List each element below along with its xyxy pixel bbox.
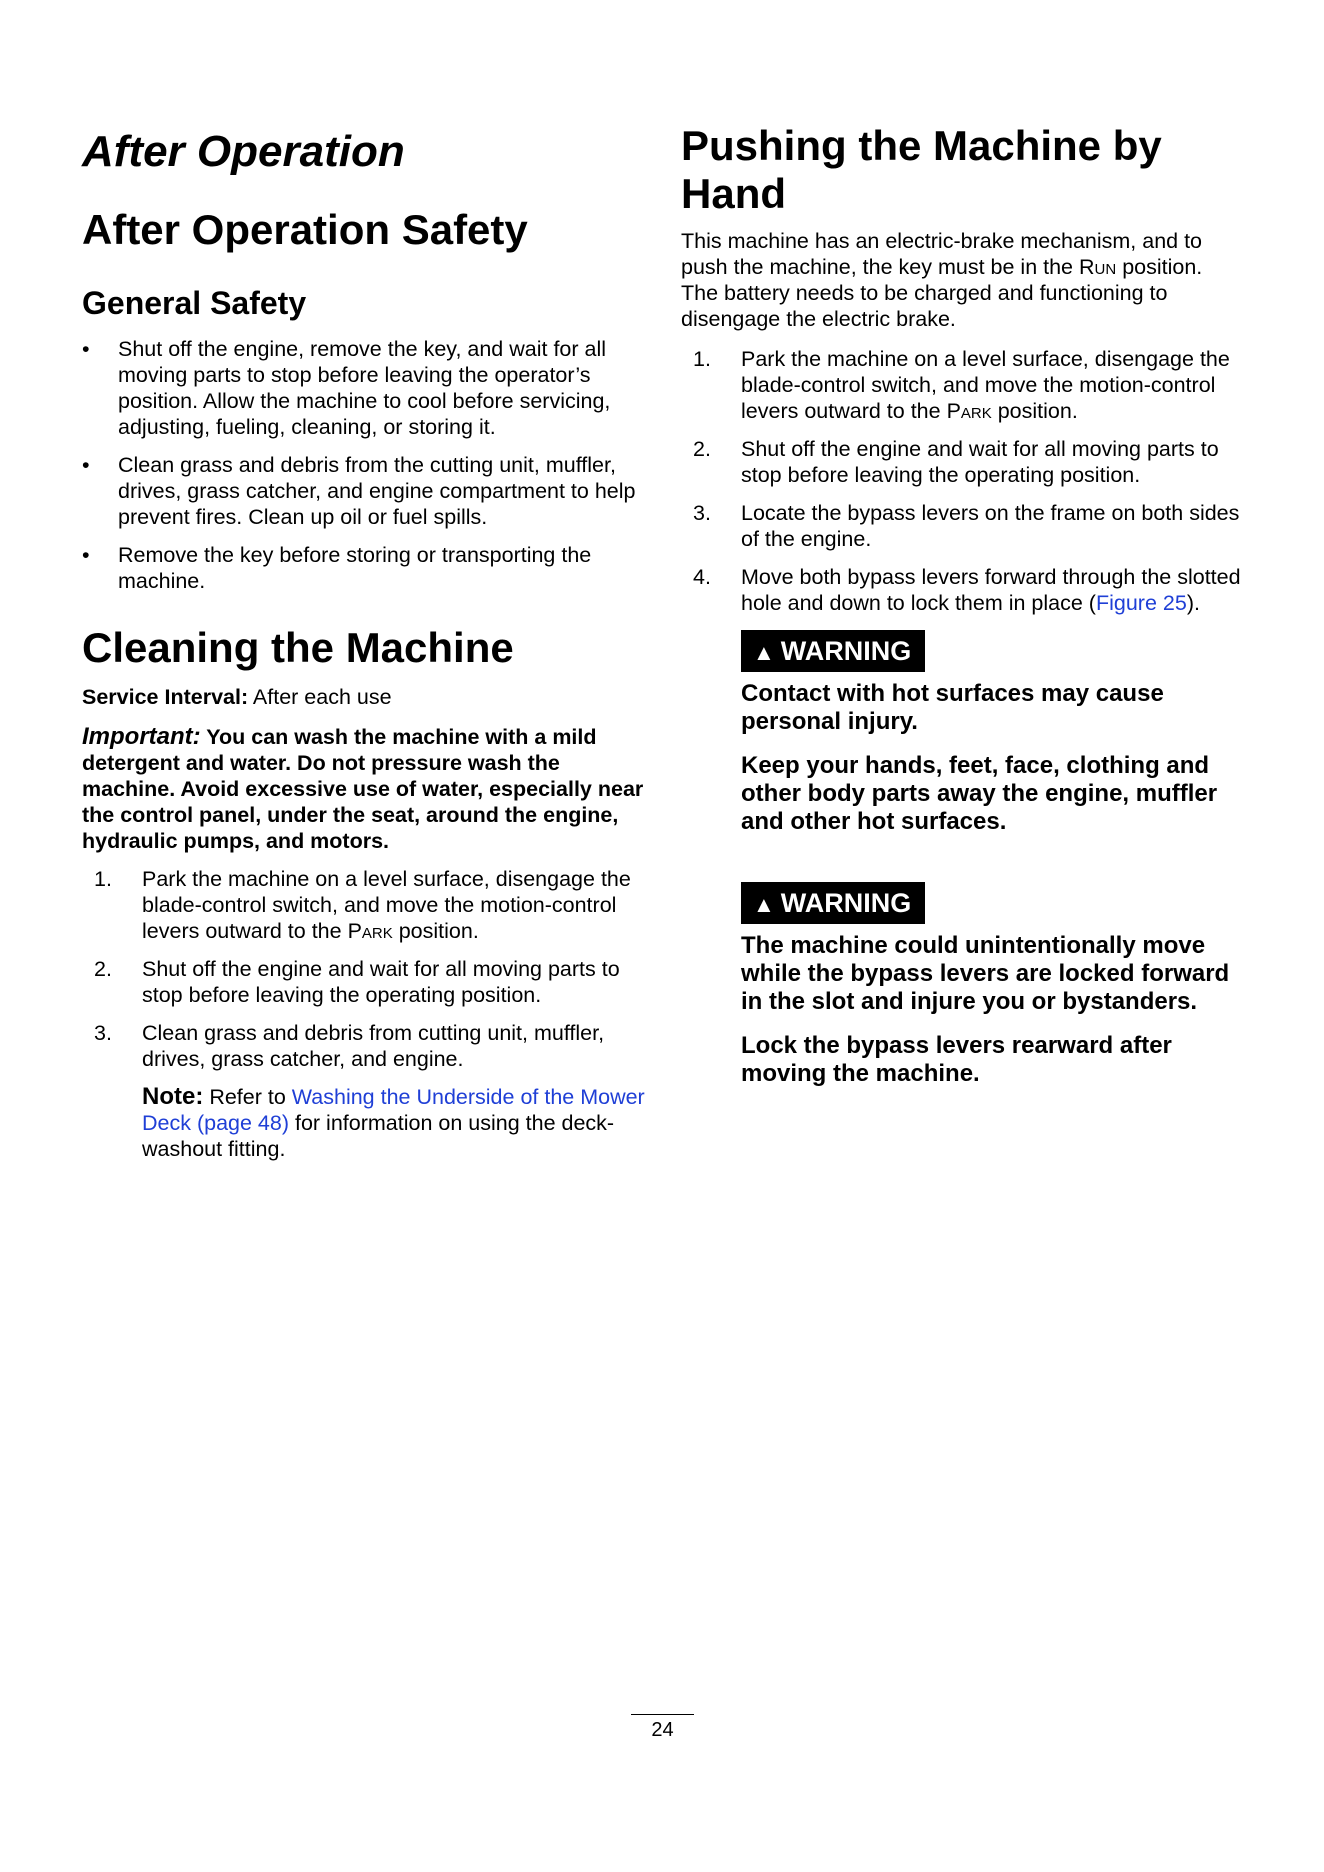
step-text: position. [991, 399, 1078, 423]
list-item [681, 346, 1241, 424]
step-number: 1. [693, 347, 711, 371]
note-text: Refer to [209, 1085, 286, 1109]
service-interval-value: After each use [252, 685, 392, 709]
pushing-steps [681, 346, 1241, 616]
figure-25-link[interactable]: Figure 25 [1095, 591, 1187, 615]
section-title-pushing-by-hand: Pushing the Machine by Hand [681, 122, 1162, 217]
list-item-text: Clean grass and debris from the cutting unit, muffler, drives, grass catcher, and engine compartment to help prevent fires. Clean up oil or fuel spills. [118, 453, 636, 529]
important-notice [82, 724, 650, 854]
step-number: 1. [94, 867, 112, 891]
bullet-icon: • [82, 337, 90, 361]
pushing-intro [681, 228, 1241, 332]
step-text: Move both bypass levers forward through the slotted hole and down to lock them in place ( [741, 565, 1241, 615]
section-title-after-operation-safety: After Operation Safety [82, 206, 528, 253]
step-text: Shut off the engine and wait for all moving parts to stop before leaving the operating position. [142, 957, 620, 1007]
step-text: Clean grass and debris from cutting unit, muffler, drives, grass catcher, and engine. [142, 1021, 605, 1071]
warning-hot-surfaces [741, 630, 1241, 836]
warning-text: The machine could unintentionally move while the bypass levers are locked forward in the slot and injure you or bystanders. [741, 932, 1230, 1015]
section-title-cleaning: Cleaning the Machine [82, 624, 514, 671]
warning-label: WARNING [780, 888, 912, 918]
note-label: Note: [142, 1083, 204, 1110]
service-interval-label: Service Interval: [82, 685, 249, 709]
list-item [82, 866, 650, 944]
step-number: 2. [94, 957, 112, 981]
important-label: Important: [82, 723, 201, 750]
right-column [681, 122, 1241, 1104]
list-item [82, 1020, 650, 1072]
step-number: 2. [693, 437, 711, 461]
step-number: 3. [94, 1021, 112, 1045]
step-text: ). [1186, 591, 1200, 615]
step-number: 3. [693, 501, 711, 525]
list-item [82, 542, 650, 594]
step-text: Park the machine on a level surface, disengage the blade-control switch, and move the motion-control levers outward to the [741, 347, 1230, 423]
step-text: Park the machine on a level surface, disengage the blade-control switch, and move the motion-control levers outward to the [142, 867, 631, 943]
step-text: Shut off the engine and wait for all moving parts to stop before leaving the operating position. [741, 437, 1219, 487]
footer-rule [631, 1714, 694, 1715]
warning-triangle-icon: ▲ [753, 640, 775, 665]
intro-text-smallcaps: Run [1079, 255, 1117, 279]
step-text: position. [392, 919, 479, 943]
warning-badge [741, 882, 925, 924]
warning-bypass-levers [741, 882, 1241, 1088]
service-interval [82, 684, 650, 710]
list-item [82, 956, 650, 1008]
chapter-title: After Operation [82, 127, 405, 176]
list-item [681, 436, 1241, 488]
warning-label: WARNING [780, 636, 912, 666]
cleaning-steps [82, 866, 650, 1072]
warning-text: Keep your hands, feet, face, clothing and other body parts away the engine, muffler and other hot surfaces. [741, 752, 1218, 835]
left-column [82, 122, 650, 1162]
step-text: Locate the bypass levers on the frame on both sides of the engine. [741, 501, 1240, 551]
intro-text: This machine has an electric-brake mechanism, and to push the machine, the key must be in the [681, 229, 1203, 279]
note-text: for information on using the deck-washout fitting. [142, 1111, 615, 1161]
important-text: You can wash the machine with a mild detergent and water. Do not pressure wash the machine. Avoid excessive use of water, especially near the control panel, under the seat, around the engine, hydraulic pumps, and motors. [82, 725, 644, 853]
page-number: 24 [651, 1719, 674, 1741]
note [82, 1084, 650, 1162]
warning-text: Lock the bypass levers rearward after moving the machine. [741, 1032, 1172, 1087]
list-item [82, 336, 650, 440]
warning-badge [741, 630, 925, 672]
warning-text: Contact with hot surfaces may cause personal injury. [741, 680, 1164, 735]
warning-triangle-icon: ▲ [753, 892, 775, 917]
bullet-icon: • [82, 453, 90, 477]
list-item-text: Remove the key before storing or transporting the machine. [118, 543, 592, 593]
bullet-icon: • [82, 543, 90, 567]
step-text-smallcaps: Park [347, 919, 393, 943]
subsection-title-general-safety: General Safety [82, 285, 307, 321]
list-item [681, 500, 1241, 552]
general-safety-list [82, 336, 650, 594]
step-text-smallcaps: Park [946, 399, 992, 423]
intro-text: position. The battery needs to be charged and functioning to disengage the electric brake. [681, 255, 1203, 331]
list-item [681, 564, 1241, 616]
list-item [82, 452, 650, 530]
list-item-text: Shut off the engine, remove the key, and wait for all moving parts to stop before leaving the operator’s position. Allow the machine to cool before servicing, adjusting, fueling, cleaning, or storing it. [118, 337, 611, 439]
step-number: 4. [693, 565, 711, 589]
washing-deck-link[interactable]: Washing the Underside of the Mower Deck (page 48) [142, 1085, 645, 1135]
